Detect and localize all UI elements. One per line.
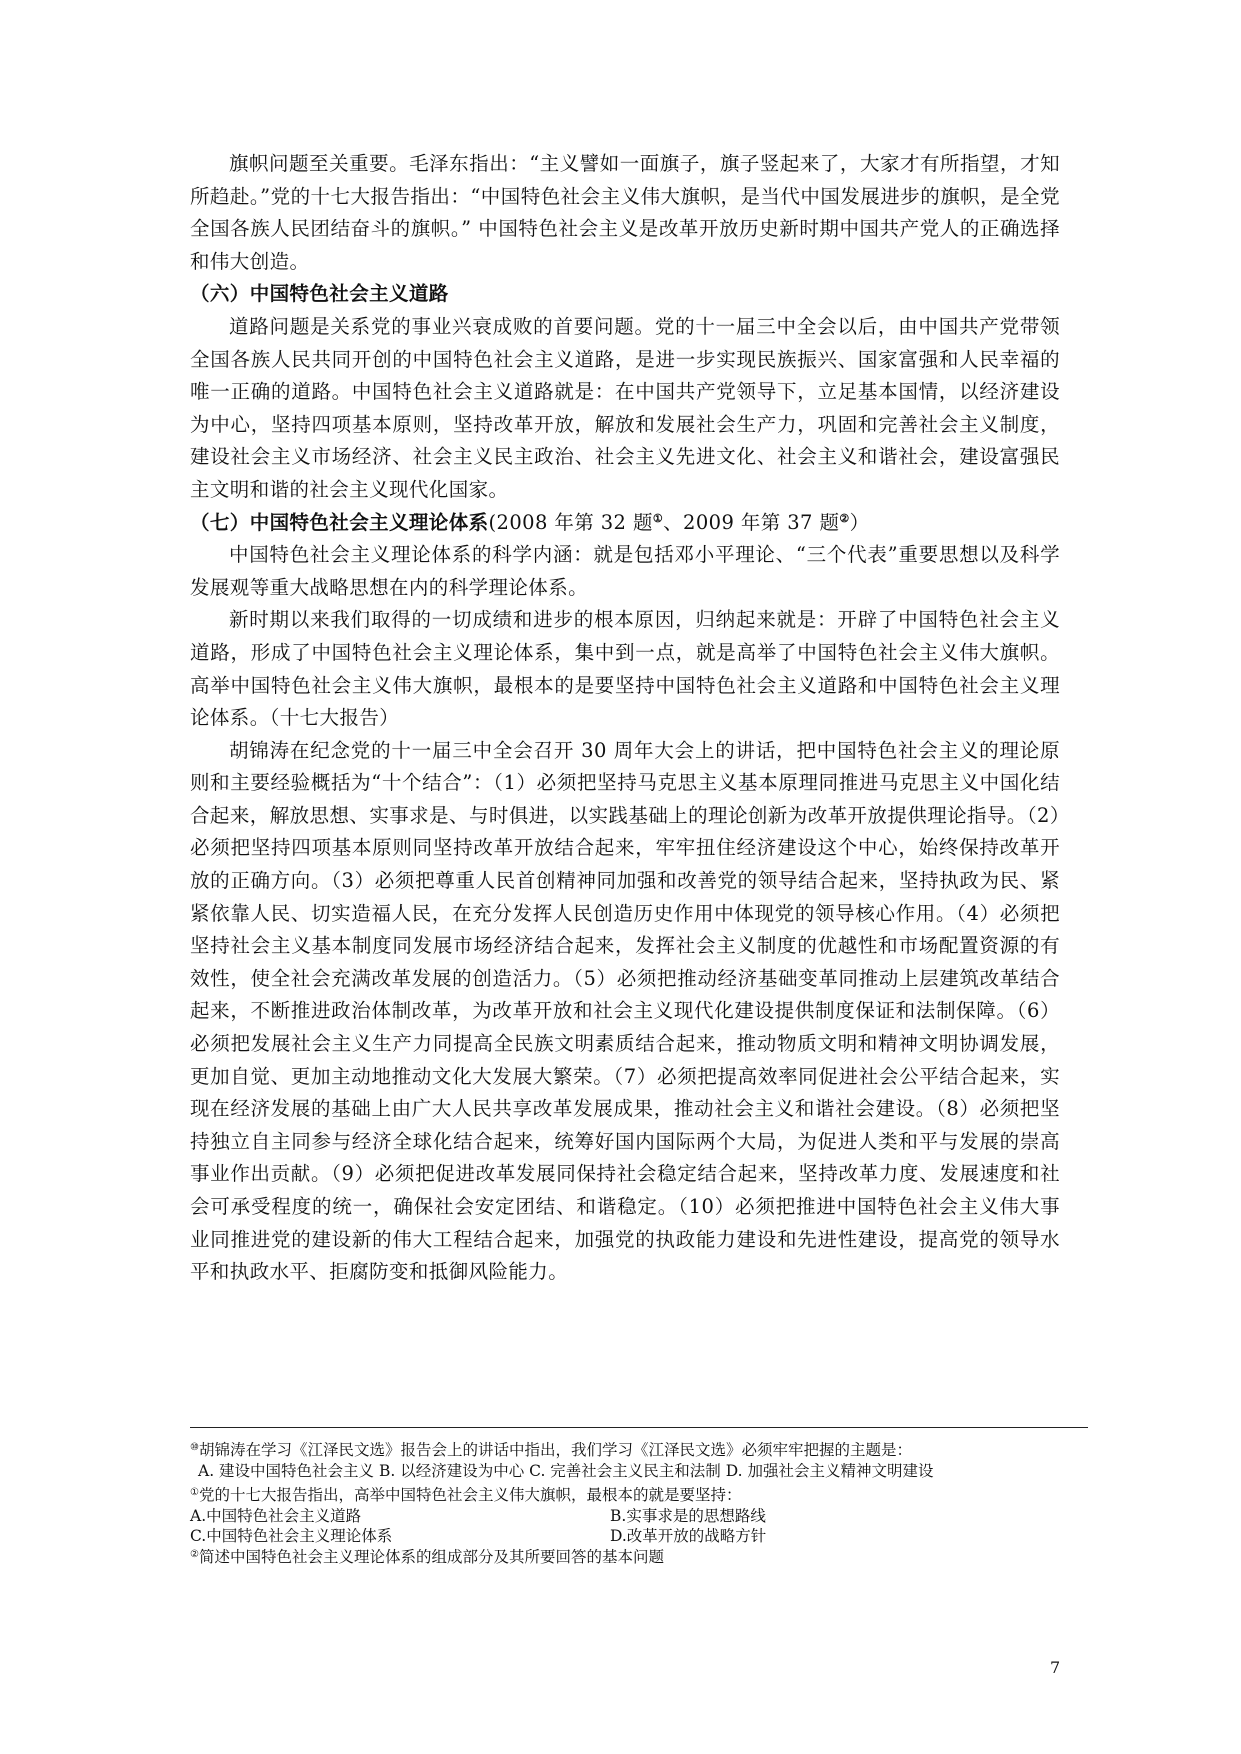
- footnote-2-text: 简述中国特色社会主义理论体系的组成部分及其所要回答的基本问题: [198, 1547, 664, 1566]
- paragraph-theory-definition: 中国特色社会主义理论体系的科学内涵：就是包括邓小平理论、“三个代表”重要思想以及科学发展观等重大战略思想在内的科学理论体系。: [190, 543, 1060, 599]
- footnote-ref-2[interactable]: ②: [839, 511, 850, 525]
- section-heading-7-title: （七）中国特色社会主义理论体系: [190, 510, 489, 534]
- paragraph-road: 道路问题是关系党的事业兴衰成败的首要问题。党的十一届三中全会以后，由中国共产党带领全国各族人民共同开创的中国特色社会主义道路，是进一步实现民族振兴、国家富强和人民幸福的唯一正确的道路。中国特色社会主义道路就是：在中国共产党领导下，立足基本国情，以经济建设为中心，坚持四项基本原则，坚持改革开放，解放和发展社会生产力，巩固和完善社会主义制度，建设社会主义市场经济、社会主义民主政治、社会主义先进文化、社会主义和谐社会，建设富强民主文明和谐的社会主义现代化国家。: [190, 314, 1060, 501]
- footnotes: [190, 1440, 1090, 1567]
- footnote-1-option-d: D.改革开放的战略方针: [610, 1527, 767, 1545]
- footnote-1-text: 党的十七大报告指出，高举中国特色社会主义伟大旗帜，最根本的就是要坚持：: [198, 1486, 742, 1504]
- footnote-1-options-row-2: [190, 1526, 1090, 1547]
- paragraph-ten-combinations: 胡锦涛在纪念党的十一届三中全会召开 30 周年大会上的讲话，把中国特色社会主义的理论原则和主要经验概括为“十个结合”：（1）必须把坚持马克思主义基本原理同推进马克思主义中国化结合起来，解放思想、实事求是、与时俱进，以实践基础上的理论创新为改革开放提供理论指导。（2）必须把坚持四项基本原则同坚持改革开放结合起来，牢牢扭住经济建设这个中心，始终保持改革开放的正确方向。（3）必须把尊重人民首创精神同加强和改善党的领导结合起来，坚持执政为民、紧紧依靠人民、切实造福人民，在充分发挥人民创造历史作用中体现党的领导核心作用。（4）必须把坚持社会主义基本制度同发展市场经济结合起来，发挥社会主义制度的优越性和市场配置资源的有效性，使全社会充满改革发展的创造活力。（5）必须把推动经济基础变革同推动上层建筑改革结合起来，不断推进政治体制改革，为改革开放和社会主义现代化建设提供制度保证和法制保障。（6）必须把发展社会主义生产力同提高全民族文明素质结合起来，推动物质文明和精神文明协调发展，更加自觉、更加主动地推动文化大发展大繁荣。（7）必须把提高效率同促进社会公平结合起来，实现在经济发展的基础上由广大人民共享改革发展成果，推动社会主义和谐社会建设。（8）必须把坚持独立自主同参与经济全球化结合起来，统筹好国内国际两个大局，为促进人类和平与发展的崇高事业作出贡献。（9）必须把促进改革发展同保持社会稳定结合起来，坚持改革力度、发展速度和社会可承受程度的统一，确保社会安定团结、和谐稳定。（10）必须把推进中国特色社会主义伟大事业同推进党的建设新的伟大工程结合起来，加强党的执政能力建设和先进性建设，提高党的领导水平和执政水平、拒腐防变和抵御风险能力。: [190, 738, 1060, 1284]
- footnote-1-option-b: B.实事求是的思想路线: [610, 1506, 766, 1525]
- section-heading-7: [190, 507, 1060, 540]
- footnote-0-mark: ⑩: [190, 1442, 199, 1453]
- heading-ref-close: ）: [849, 510, 870, 534]
- page-number: 7: [1050, 1658, 1061, 1677]
- footnote-2-mark: ②: [190, 1548, 199, 1560]
- footnote-1: [190, 1485, 1090, 1506]
- paragraph-root-cause: 新时期以来我们取得的一切成绩和进步的根本原因，归纳起来就是：开辟了中国特色社会主义道路，形成了中国特色社会主义理论体系，集中到一点，就是高举了中国特色社会主义伟大旗帜。高举中国特色社会主义伟大旗帜，最根本的是要坚持中国特色社会主义道路和中国特色社会主义理论体系。（十七大报告）: [190, 608, 1060, 730]
- heading-ref-2009: 、2009 年第 37 题: [663, 510, 840, 534]
- footnote-ref-1[interactable]: ①: [652, 511, 664, 525]
- paragraph-banner: 旗帜问题至关重要。毛泽东指出：“主义譬如一面旗子，旗子竖起来了，大家才有所指望，才知所趋赴。”党的十七大报告指出：“中国特色社会主义伟大旗帜，是当代中国发展进步的旗帜，是全党全国各族人民团结奋斗的旗帜。” 中国特色社会主义是改革开放历史新时期中国共产党人的正确选择和伟大创造。: [190, 152, 1060, 273]
- main-body: [190, 148, 1060, 1289]
- footnote-1-option-c: C.中国特色社会主义理论体系: [190, 1527, 393, 1545]
- footnote-0-options: A. 建设中国特色社会主义 B. 以经济建设为中心 C. 完善社会主义民主和法制 D. 加强社会主义精神文明建设: [198, 1461, 934, 1480]
- footnote-separator: [190, 1427, 1088, 1428]
- footnote-0: [190, 1440, 1090, 1461]
- section-heading-6: （六）中国特色社会主义道路: [190, 282, 449, 306]
- footnote-1-options-row-1: [190, 1506, 1090, 1527]
- heading-ref-2008: (2008 年第 32 题: [488, 510, 653, 534]
- footnote-0-text: 胡锦涛在学习《江泽民文选》报告会上的讲话中指出，我们学习《江泽民文选》必须牢牢把握的主题是：: [198, 1441, 912, 1459]
- footnote-1-option-a: A.中国特色社会主义道路: [190, 1506, 362, 1525]
- footnote-1-mark: ①: [190, 1487, 199, 1498]
- footnote-2: [190, 1547, 1090, 1568]
